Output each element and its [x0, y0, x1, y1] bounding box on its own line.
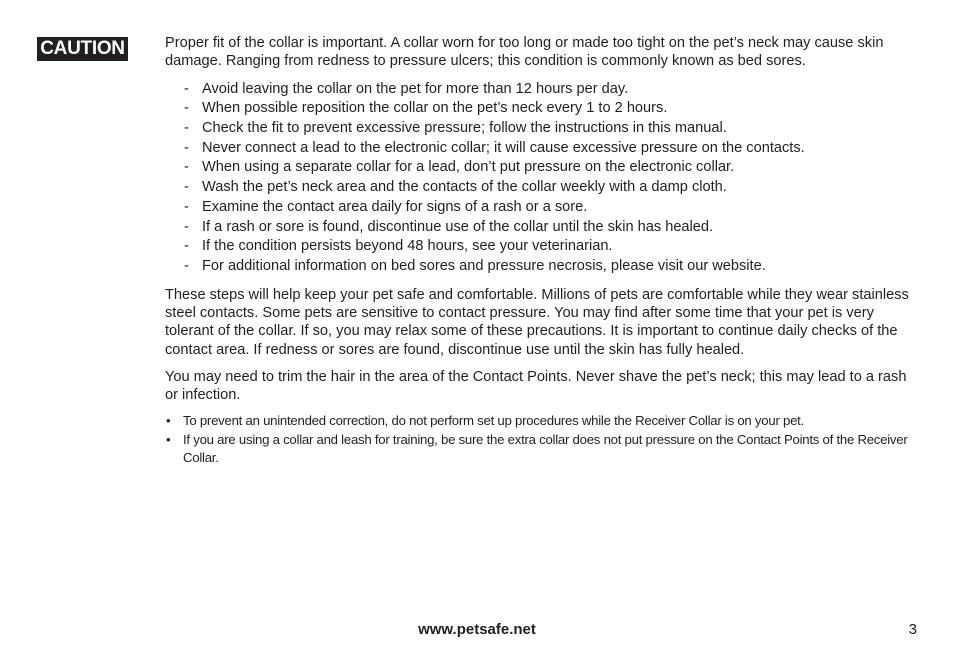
dash-list-item [165, 237, 917, 257]
page-number: 3 [908, 621, 917, 638]
dash-marker: - [184, 100, 189, 117]
dash-list-item-text: Never connect a lead to the electronic collar; it will cause excessive pressure on the contacts. [202, 139, 805, 156]
dash-list-item-text: When possible reposition the collar on the pet’s neck every 1 to 2 hours. [202, 100, 668, 117]
dash-list-item [165, 158, 917, 178]
dash-marker: - [184, 238, 189, 255]
bullet-marker: • [166, 431, 171, 447]
dash-marker: - [184, 257, 189, 274]
bullet-list-item [165, 431, 917, 468]
bullet-list-item-text: To prevent an unintended correction, do not perform set up procedures while the Receiver Collar is on your pet. [183, 413, 804, 429]
dash-list-item-text: If the condition persists beyond 48 hours, see your veterinarian. [202, 238, 613, 255]
bullet-list-item [165, 412, 917, 430]
dash-list [165, 80, 917, 277]
dash-marker: - [184, 179, 189, 196]
dash-list-item [165, 80, 917, 100]
intro-paragraph: Proper fit of the collar is important. A collar worn for too long or made too tight on the pet’s neck may cause skin damage. Ranging from redness to pressure ulcers; this condition is commonly known as bed sores. [165, 35, 884, 70]
dash-list-item-text: When using a separate collar for a lead, don’t put pressure on the electronic collar. [202, 159, 735, 176]
dash-marker: - [184, 198, 189, 215]
dash-list-item [165, 119, 917, 139]
dash-list-item [165, 178, 917, 198]
dash-marker: - [184, 80, 189, 97]
caution-content [165, 34, 917, 467]
dash-marker: - [184, 120, 189, 136]
dash-list-item-text: Examine the contact area daily for signs of a rash or a sore. [202, 198, 588, 215]
dash-list-item [165, 198, 917, 218]
dash-list-item-text: For additional information on bed sores and pressure necrosis, please visit our website. [202, 257, 766, 274]
dash-list-item [165, 139, 917, 159]
bullet-list [165, 412, 917, 467]
bullet-list-item-text: If you are using a collar and leash for training, be sure the extra collar does not put pressure on the Contact Points of the Receiver Collar. [183, 431, 908, 465]
footer-url: www.petsafe.net [418, 621, 536, 638]
dash-list-item-text: Avoid leaving the collar on the pet for more than 12 hours per day. [202, 80, 629, 97]
dash-list-item-text: If a rash or sore is found, discontinue use of the collar until the skin has healed. [202, 218, 714, 235]
caution-badge: CAUTION [37, 37, 128, 61]
bullet-marker: • [166, 413, 171, 429]
dash-marker: - [184, 159, 189, 176]
dash-marker: - [184, 139, 189, 156]
steps-paragraph: These steps will help keep your pet safe and comfortable. Millions of pets are comfortable while they wear stainless steel contacts. Some pets are sensitive to contact pressure. You may find after some time that your pet is very tolerant of the collar. If so, you may relax some of these precautions. It is important to continue daily checks of the contact area. If redness or sores are found, discontinue use until the skin has fully healed. [165, 286, 909, 358]
dash-list-item [165, 257, 917, 277]
dash-list-item-text: Check the fit to prevent excessive pressure; follow the instructions in this manual. [202, 120, 727, 136]
dash-marker: - [184, 218, 189, 235]
dash-list-item [165, 218, 917, 238]
dash-list-item-text: Wash the pet’s neck area and the contacts of the collar weekly with a damp cloth. [202, 179, 727, 196]
trim-paragraph: You may need to trim the hair in the area of the Contact Points. Never shave the pet’s neck; this may lead to a rash or infection. [165, 368, 907, 404]
dash-list-item [165, 99, 917, 119]
